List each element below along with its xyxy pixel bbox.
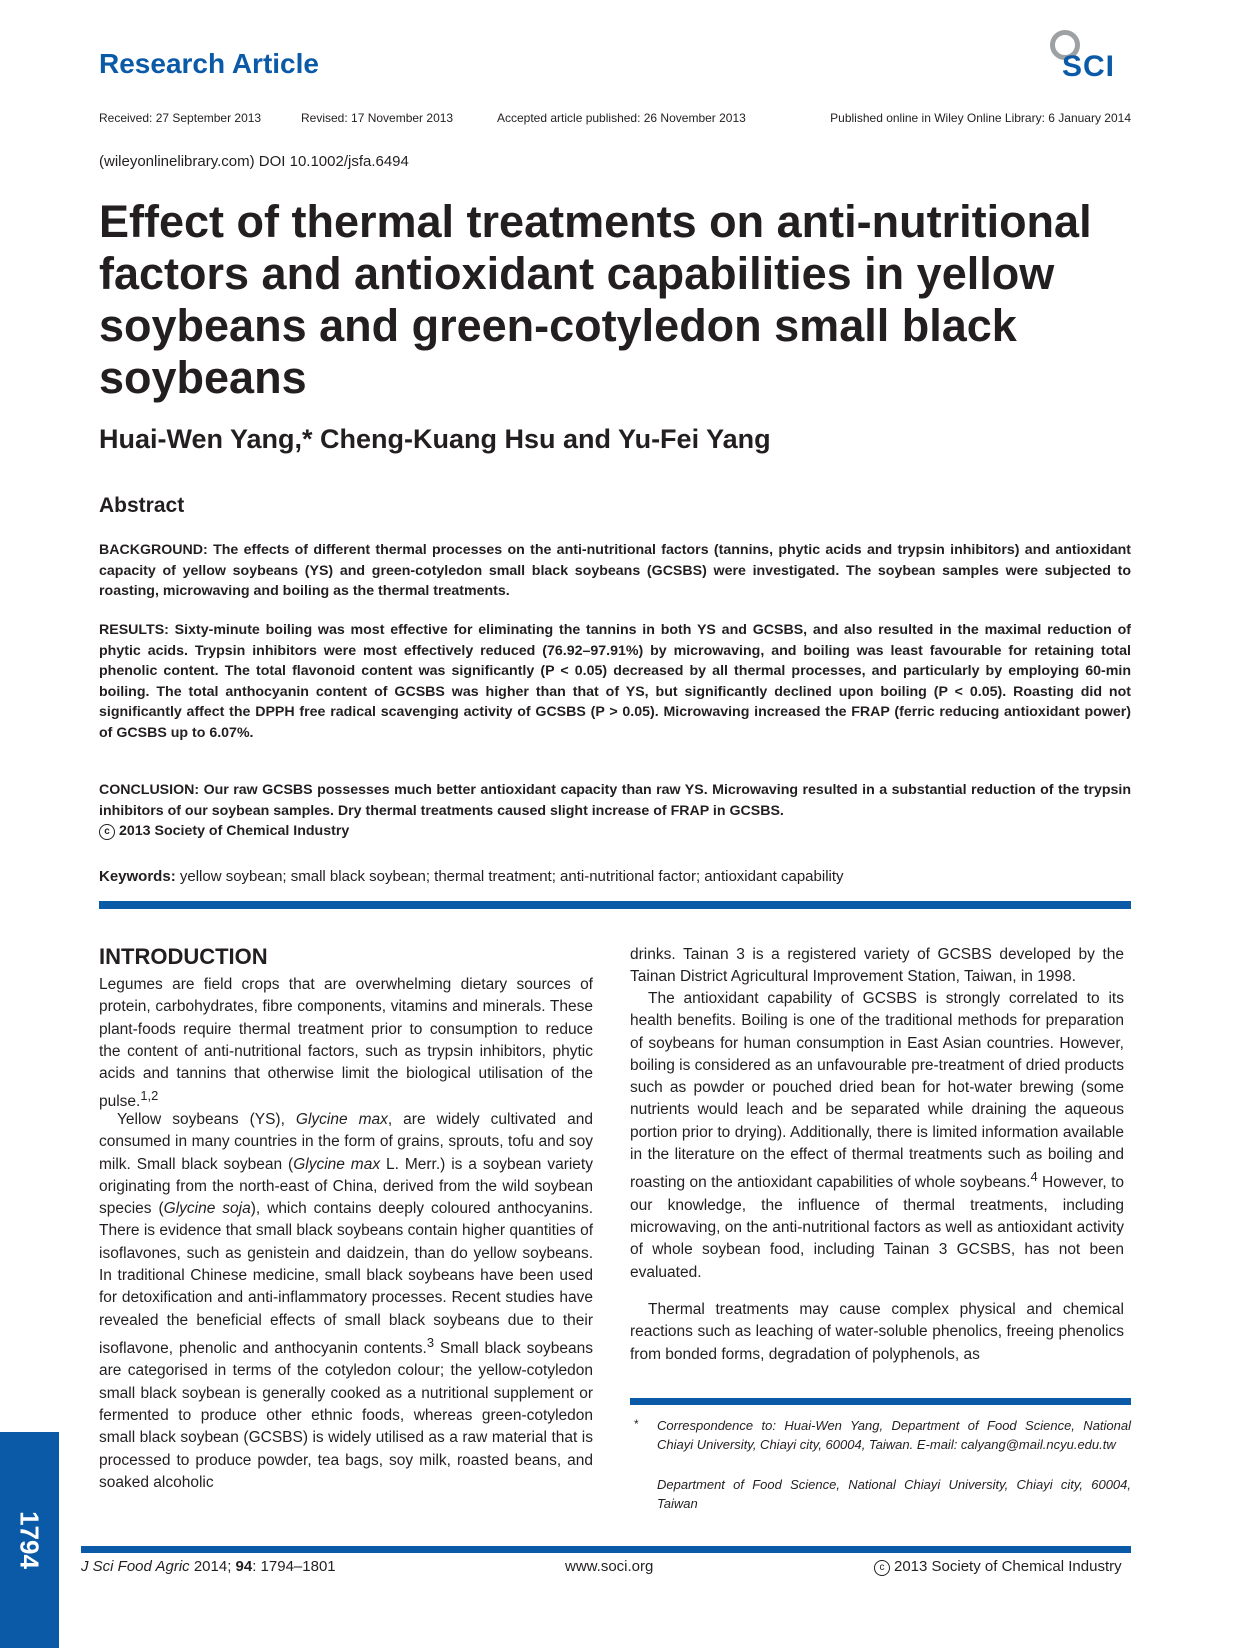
- intro-p2-text-c: L. Merr.) is a soybean variety originating from the north-east of China, derived from the wild soybean species (: [99, 1155, 593, 1218]
- date-revised: Revised: 17 November 2013: [301, 111, 454, 125]
- abstract-conclusion: [99, 780, 1131, 842]
- abstract-background: BACKGROUND: The effects of different thermal processes on the anti-nutritional factors (tannins, phytic acids and trypsin inhibitors) and antioxidant capacity of yellow soybeans (YS) and green-cotyledon small black soybeans (GCSBS) were investigated. The soybean samples were subjected to roasting, microwaving and boiling as the thermal treatments.: [99, 542, 1131, 600]
- date-received: Received: 27 September 2013: [99, 111, 262, 125]
- doi-line[interactable]: (wileyonlinelibrary.com) DOI 10.1002/jsfa.6494: [99, 153, 409, 170]
- author-affiliation: Department of Food Science, National Chiayi University, Chiayi city, 60004, Taiwan: [657, 1477, 1131, 1511]
- abstract-heading: Abstract: [99, 494, 185, 517]
- intro-p2-text-b: , are widely cultivated and consumed in many countries in the form of grains, sprouts, tofu and soy milk. Small black soybean (: [99, 1111, 593, 1173]
- footer-copyright: [874, 1558, 1122, 1576]
- author-list: Huai-Wen Yang,* Cheng-Kuang Hsu and Yu-Fei Yang: [99, 424, 771, 454]
- intro-paragraph-4: [630, 988, 1124, 1284]
- correspondence-asterisk: *: [634, 1417, 639, 1431]
- species-name: Glycine max: [293, 1155, 381, 1173]
- species-name: Glycine max: [295, 1111, 388, 1128]
- article-type-label: Research Article: [99, 48, 319, 79]
- intro-p2-text-a: Yellow soybeans (YS),: [117, 1111, 296, 1128]
- abstract-results: RESULTS: Sixty-minute boiling was most effective for eliminating the tannins in both YS and GCSBS, and also resulted in the maximal reduction of phytic acids. Trypsin inhibitors were most effectively reduced (76.92–97.91%) by microwaving, and boiling was least favourable for retaining total phenolic content. The total flavonoid content was significantly (P < 0.05) decreased by all thermal processes, and particularly by employing 60-min boiling. The total anthocyanin content of GCSBS was higher than that of YS, but significantly declined upon boiling (P < 0.05). Roasting did not significantly affect the DPPH free radical scavenging activity of GCSBS (P > 0.05). Microwaving increased the FRAP (ferric reducing antioxidant power) of GCSBS up to 6.07%.: [99, 622, 1131, 741]
- sci-logo: [1050, 28, 1140, 88]
- keywords-text: yellow soybean; small black soybean; thermal treatment; anti-nutritional factor; antioxidant capability: [179, 868, 844, 885]
- copyright-icon: c: [874, 1560, 890, 1576]
- intro-p2-text-e: Small black soybeans are categorised in terms of the cotyledon colour; the yellow-cotyledon small black soybean is generally cooked as a nutritional supplement or fermented to produce other ethnic foods, whereas green-cotyledon small black soybean (GCSBS) is widely utilised as a raw material that is processed to produce powder, tea bags, soy milk, roasted beans, and soaked alcoholic: [99, 1340, 594, 1491]
- keywords-label: Keywords:: [99, 868, 176, 885]
- reference-4[interactable]: 4: [1030, 1169, 1038, 1185]
- citation-pages: : 1794–1801: [252, 1558, 336, 1575]
- intro-p2-text-d: ), which contains deeply coloured anthocyanins. There is evidence that small black soybeans contain higher quantities of isoflavones, such as genistein and daidzein, than do yellow soybeans. In traditional Chinese medicine, small black soybeans have been used for detoxification and anti-inflammatory processes. Recent studies have revealed the beneficial effects of small black soybeans due to their isoflavone, phenolic and anthocyanin contents.: [99, 1200, 593, 1358]
- reference-3[interactable]: 3: [426, 1334, 434, 1350]
- footer-website-link[interactable]: www.soci.org: [565, 1558, 654, 1575]
- intro-p1-text: Legumes are field crops that are overwhelming dietary sources of protein, carbohydrates, fibre components, vitamins and minerals. These plant-foods require thermal treatment prior to consumption to reduce the content of anti-nutritional factors, such as trypsin inhibitors, phytic acids and tannins that otherwise limit the biological utilisation of the pulse.: [99, 976, 593, 1111]
- correspondence-address: Correspondence to: Huai-Wen Yang, Department of Food Science, National Chiayi University, Chiayi city, 60004, Taiwan. E-mail: calyang@mail.ncyu.edu.tw: [657, 1418, 1131, 1452]
- reference-1-2[interactable]: 1,2: [140, 1088, 159, 1104]
- article-title: Effect of thermal treatments on anti-nutritional factors and antioxidant capabilities in yellow soybeans and green-cotyledon small black soybeans: [99, 196, 1092, 403]
- journal-name: J Sci Food Agric: [81, 1558, 190, 1575]
- intro-p4-text-a: The antioxidant capability of GCSBS is strongly correlated to its health benefits. Boiling is one of the traditional methods for preparation of soybeans for human consumption in East Asian countries. However, boiling is considered as an unfavourable pre-treatment of dried products such as powder or pouched dried bean for hot-water brewing (some nutrients would leach and be separated while draining the aqueous portion prior to drying). Additionally, there is limited information available in the literature on the effect of thermal treatments such as boiling and roasting on the antioxidant capabilities of whole soybeans.: [630, 990, 1124, 1192]
- date-accepted: Accepted article published: 26 November 2013: [497, 111, 746, 125]
- publication-dates: [99, 111, 1131, 129]
- logo-text: SCI: [1062, 50, 1116, 83]
- intro-paragraph-1: [99, 974, 593, 1114]
- intro-paragraph-5: Thermal treatments may cause complex physical and chemical reactions such as leaching of water-soluble phenolics, freeing phenolics from bonded forms, degradation of polyphenols, as: [630, 1301, 1124, 1363]
- intro-paragraph-3: drinks. Tainan 3 is a registered variety of GCSBS developed by the Tainan District Agricultural Improvement Station, Taiwan, in 1998.: [630, 946, 1124, 986]
- citation-volume: 94: [235, 1558, 253, 1575]
- copyright-icon: c: [99, 824, 115, 840]
- keywords-line: [99, 868, 1131, 885]
- citation-year: 2014;: [189, 1558, 236, 1575]
- footer-copyright-text: 2013 Society of Chemical Industry: [894, 1558, 1122, 1575]
- correspondence-divider: [630, 1398, 1131, 1405]
- page-number: 1794: [14, 1511, 45, 1569]
- footer-citation: [81, 1558, 336, 1575]
- intro-paragraph-2: [99, 1109, 593, 1494]
- footer-divider: [81, 1546, 1131, 1553]
- introduction-heading: INTRODUCTION: [99, 944, 268, 969]
- conclusion-text: CONCLUSION: Our raw GCSBS possesses much better antioxidant capacity than raw YS. Microwaving resulted in a substantial reduction of the trypsin inhibitors of our soybean samples. Dry thermal treatments caused slight increase of FRAP in GCSBS.: [99, 782, 1131, 819]
- intro-p4-text-b: However, to our knowledge, the influence of thermal treatments, including microwaving, on the anti-nutritional factors as well as antioxidant activity of whole soybean food, including Tainan 3 GCSBS, has not been evaluated.: [630, 1174, 1124, 1281]
- date-published: Published online in Wiley Online Library: 6 January 2014: [830, 111, 1131, 125]
- species-name: Glycine soja: [163, 1200, 251, 1218]
- abstract-copyright: 2013 Society of Chemical Industry: [119, 823, 350, 840]
- page-number-tab: [0, 1432, 59, 1648]
- section-divider: [99, 901, 1131, 909]
